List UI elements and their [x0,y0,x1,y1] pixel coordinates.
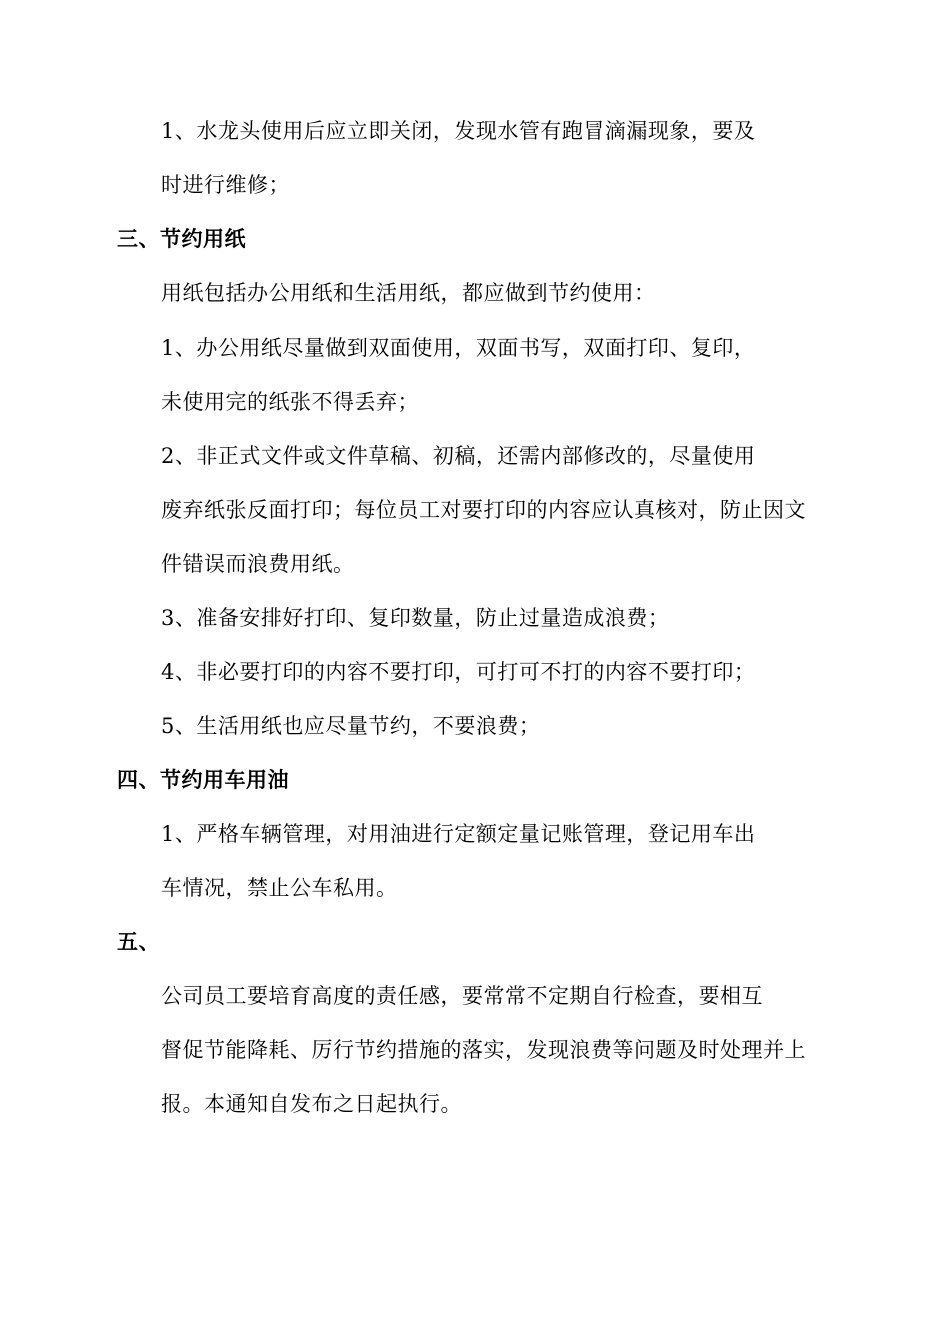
section-heading: 四、节约用车用油 [117,768,289,792]
paragraph-line: 车情况，禁止公车私用。 [161,876,398,900]
paragraph-line: 时进行维修； [161,173,290,197]
paragraph-line: 2、非正式文件或文件草稿、初稿，还需内部修改的，尽量使用 [161,444,756,468]
paragraph-line: 4、非必要打印的内容不要打印，可打可不打的内容不要打印； [161,660,756,684]
paragraph-line: 报。本通知自发布之日起执行。 [161,1092,462,1116]
paragraph-line: 1、办公用纸尽量做到双面使用，双面书写，双面打印、复印， [161,336,756,360]
paragraph-line: 3、准备安排好打印、复印数量，防止过量造成浪费； [161,606,670,630]
paragraph-line: 未使用完的纸张不得丢弃； [161,390,419,414]
paragraph-line: 1、严格车辆管理，对用油进行定额定量记账管理，登记用车出 [161,822,756,846]
paragraph-line: 督促节能降耗、厉行节约措施的落实，发现浪费等问题及时处理并上 [161,1038,806,1062]
paragraph-line: 用纸包括办公用纸和生活用纸，都应做到节约使用： [161,281,656,305]
paragraph-line: 件错误而浪费用纸。 [161,552,355,576]
section-heading: 三、节约用纸 [117,227,246,251]
paragraph-line: 废弃纸张反面打印；每位员工对要打印的内容应认真核对，防止因文 [161,498,806,522]
paragraph-line: 公司员工要培育高度的责任感，要常常不定期自行检查，要相互 [161,984,763,1008]
section-heading: 五、 [117,930,160,954]
paragraph-line: 5、生活用纸也应尽量节约，不要浪费； [161,714,541,738]
paragraph-line: 1、水龙头使用后应立即关闭，发现水管有跑冒滴漏现象，要及 [161,119,756,143]
